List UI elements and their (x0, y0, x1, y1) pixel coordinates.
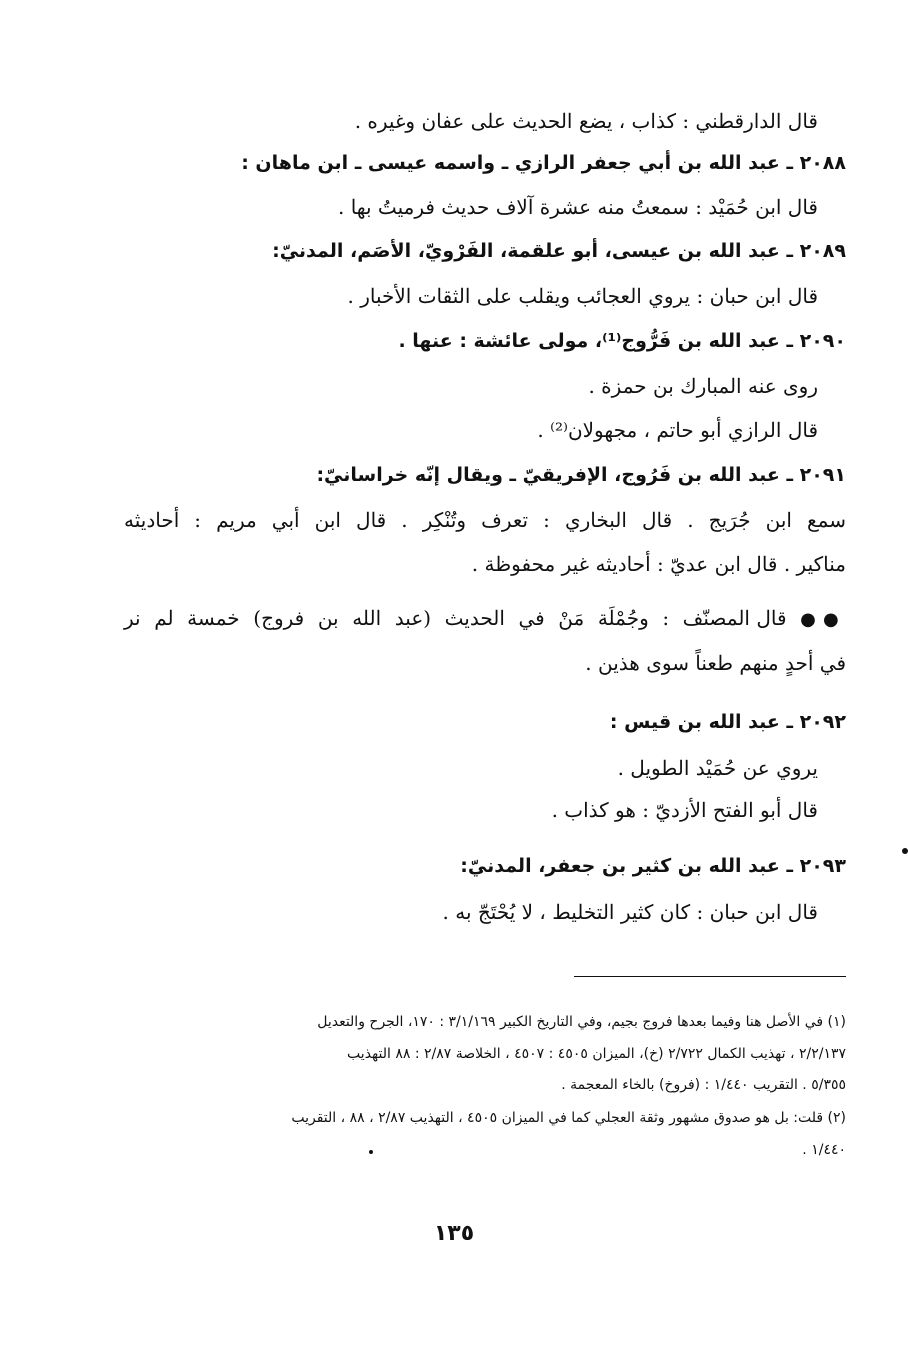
footnote-1-line: ٥/٣٥٥ . التقريب ١/٤٤٠ : (فروخ) بالخاء المعجمة . (561, 1077, 846, 1093)
entry-heading-2093: ٢٠٩٣ ـ عبد الله بن كثير بن جعفر، المدنيّ: (460, 855, 846, 877)
text-line: يروي عن حُمَيْد الطويل . (617, 756, 818, 780)
entry-heading-2088: ٢٠٨٨ ـ عبد الله بن أبي جعفر الرازي ـ واسمه عيسى ـ ابن ماهان : (241, 152, 846, 174)
stray-dot (369, 1150, 373, 1154)
footnote-1-line: (١) في الأصل هنا وفيما بعدها فروج بجيم، وفي التاريخ الكبير ٣/١/١٦٩ : ١٧٠، الجرح والتعديل (317, 1014, 846, 1030)
text-line: قال أبو الفتح الأزديّ : هو كذاب . (551, 798, 818, 822)
text-line: سمع ابن جُرَيج . قال البخاري : تعرف وتُنْكِر . قال ابن أبي مريم : أحاديثه (124, 508, 846, 532)
entry-heading-2091: ٢٠٩١ ـ عبد الله بن فَرُوج، الإفريقيّ ـ ويقال إنّه خراسانيّ: (316, 464, 846, 486)
text-line: قال ابن حبان : يروي العجائب ويقلب على الثقات الأخبار . (347, 284, 818, 308)
entry-heading-2092: ٢٠٩٢ ـ عبد الله بن قيس : (609, 711, 846, 733)
text-line: قال الدارقطني : كذاب ، يضع الحديث على عفان وغيره . (354, 109, 818, 133)
footnote-2-line: ١/٤٤٠ . (802, 1142, 846, 1158)
footnote-1-line: ٢/٢/١٣٧ ، تهذيب الكمال ٢/٧٢٢ (خ)، الميزان ٤٥٠٥ : ٤٥٠٧ ، الخلاصة ٢/٨٧ : ٨٨ التهذيب (347, 1046, 846, 1062)
text-line: في أحدٍ منهم طعناً سوى هذين . (585, 651, 846, 675)
author-note-line (124, 598, 846, 640)
text-line: قال ابن حُمَيْد : سمعتُ منه عشرة آلاف حديث فرميتُ بها . (337, 195, 818, 219)
text-line: قال ابن حبان : كان كثير التخليط ، لا يُحْتَجّ به . (442, 900, 818, 924)
text-line: قال الرازي أبو حاتم ، مجهولان⁽²⁾ . (537, 418, 818, 442)
text-line: روى عنه المبارك بن حمزة . (588, 374, 818, 398)
footnote-separator (574, 976, 846, 977)
text-line: مناكير . قال ابن عديّ : أحاديثه غير محفوظة . (471, 552, 846, 576)
bullets-icon: ●● (800, 609, 846, 630)
margin-dot (902, 848, 908, 854)
author-note-text: قال المصنّف : وجُمْلَة مَنْ في الحديث (عبد الله بن فروج) خمسة لم نر (124, 606, 787, 630)
footnote-2-line: (٢) قلت: بل هو صدوق مشهور وثقة العجلي كما في الميزان ٤٥٠٥ ، التهذيب ٢/٨٧ ، ٨٨ ، التقريب (291, 1110, 846, 1126)
entry-heading-2090: ٢٠٩٠ ـ عبد الله بن فَرُّوج⁽¹⁾، مولى عائشة : عنها . (398, 330, 846, 352)
page-number: ١٣٥ (433, 1221, 475, 1246)
entry-heading-2089: ٢٠٨٩ ـ عبد الله بن عيسى، أبو علقمة، الفَرْويّ، الأصَم، المدنيّ: (272, 240, 846, 262)
